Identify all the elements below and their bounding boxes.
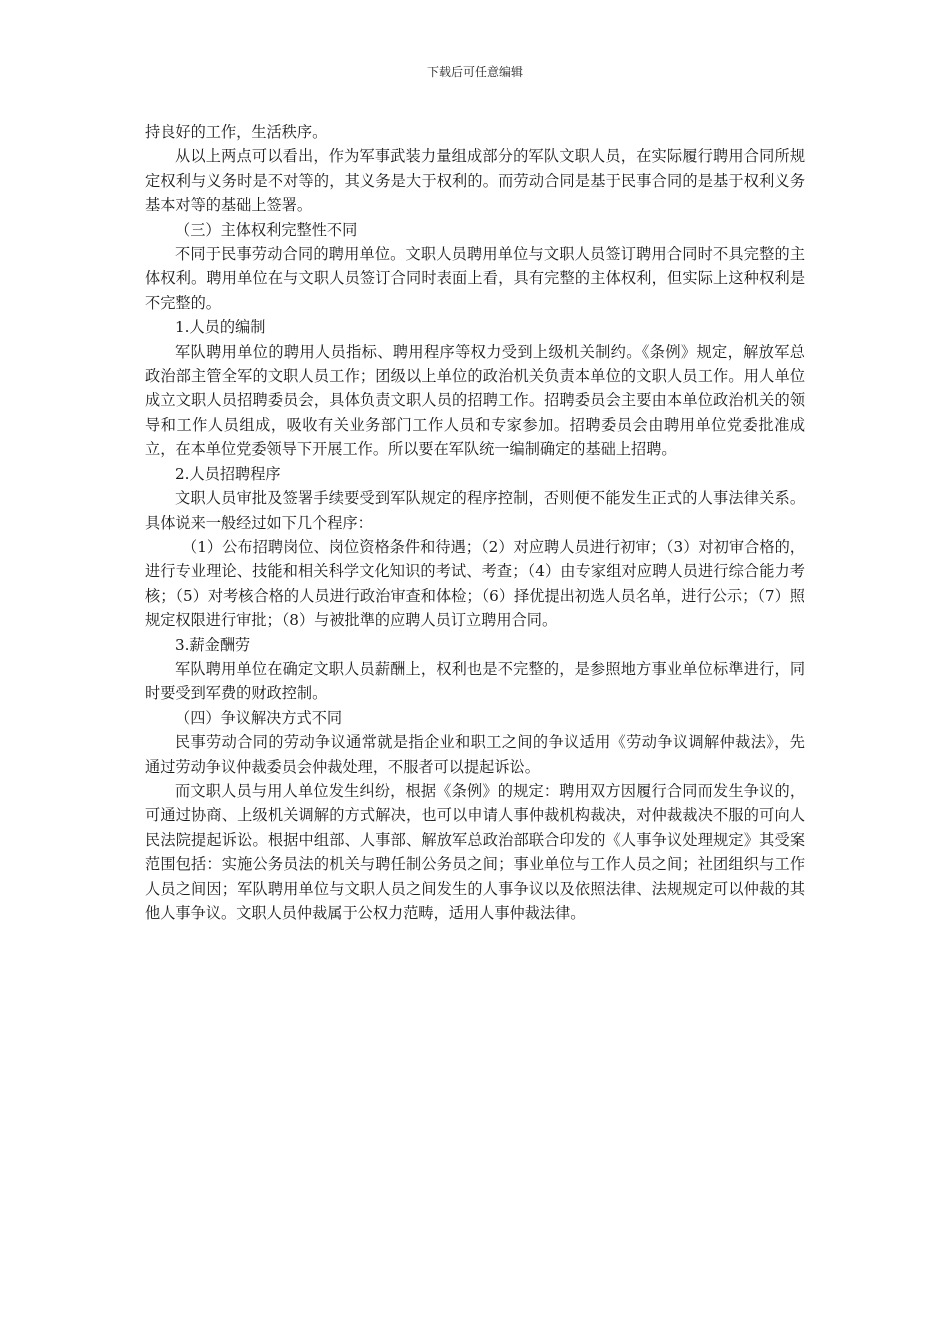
subheading-salary: 3.薪金酬劳 [175,635,251,654]
paragraph-conclusion: 从以上两点可以看出，作为军事武装力量组成部分的军队文职人员，在实际履行聘用合同所规定权利与义务时是不对等的，其义务是大于权利的。而劳动合同是基于民事合同的是基于权利义务基本对等的基础上签署。 [145,147,805,215]
paragraph-recruitment: 文职人员审批及签署手续要受到军队规定的程序控制，否则便不能发生正式的人事法律关系。具体说来一般经过如下几个程序： [145,489,805,532]
paragraph-labor-dispute: 民事劳动合同的劳动争议通常就是指企业和职工之间的争议适用《劳动争议调解仲裁法》，先通过劳动争议仲裁委员会仲裁处理，不服者可以提起诉讼。 [145,733,805,776]
paragraph-staffing: 军队聘用单位的聘用人员指标、聘用程序等权力受到上级机关制约。《条例》规定，解放军总政治部主管全军的文职人员工作；团级以上单位的政治机关负责本单位的文职人员工作。用人单位成立文职人员招聘委员会，具体负责文职人员的招聘工作。招聘委员会主要由本单位政治机关的领导和工作人员组成，吸收有关业务部门工作人员和专家参加。招聘委员会由聘用单位党委批准成立，在本单位党委领导下开展工作。所以要在军队统一编制确定的基础上招聘。 [145,342,805,459]
paragraph-procedure-list: （1）公布招聘岗位、岗位资格条件和待遇；（2）对应聘人员进行初审；（3）对初审合格的，进行专业理论、技能和相关科学文化知识的考试、考查；（4）由专家组对应聘人员进行综合能力考核；（5）对考核合格的人员进行政治审查和体检；（6）择优提出初选人员名单，进行公示；（7）照规定权限进行审批；（8）与被批準的应聘人员订立聘用合同。 [145,537,805,630]
subheading-staffing: 1.人员的编制 [175,318,266,337]
document-body [145,120,805,925]
page-header: 下载后可任意编辑 [426,65,523,79]
paragraph-continuation: 持良好的工作，生活秩序。 [145,123,328,141]
paragraph-civilian-dispute: 而文职人员与用人单位发生纠纷，根据《条例》的规定：聘用双方因履行合同而发生争议的，可通过协商、上级机关调解的方式解决，也可以申请人事仲裁机构裁决，对仲裁裁决不服的可向人民法院提起诉讼。根据中组部、人事部、解放军总政治部联合印发的《人事争议处理规定》其受案范围包括：实施公务员法的机关与聘任制公务员之间；事业单位与工作人员之间；社团组织与工作人员之间因；军队聘用单位与文职人员之间发生的人事争议以及依照法律、法规规定可以仲裁的其他人事争议。文职人员仲裁属于公权力范畴，适用人事仲裁法律。 [145,781,805,922]
paragraph-salary: 军队聘用单位在确定文职人员薪酬上，权利也是不完整的，是参照地方事业单位标準进行，同时要受到军费的财政控制。 [145,659,805,703]
subheading-recruitment: 2.人员招聘程序 [175,464,281,483]
section-heading-4: （四）争议解决方式不同 [175,708,343,727]
section-heading-3: （三）主体权利完整性不同 [175,220,358,239]
paragraph-subject-rights: 不同于民事劳动合同的聘用单位。文职人员聘用单位与文职人员签订聘用合同时不具完整的主体权利。聘用单位在与文职人员签订合同时表面上看，具有完整的主体权利，但实际上这种权利是不完整的。 [145,245,805,312]
